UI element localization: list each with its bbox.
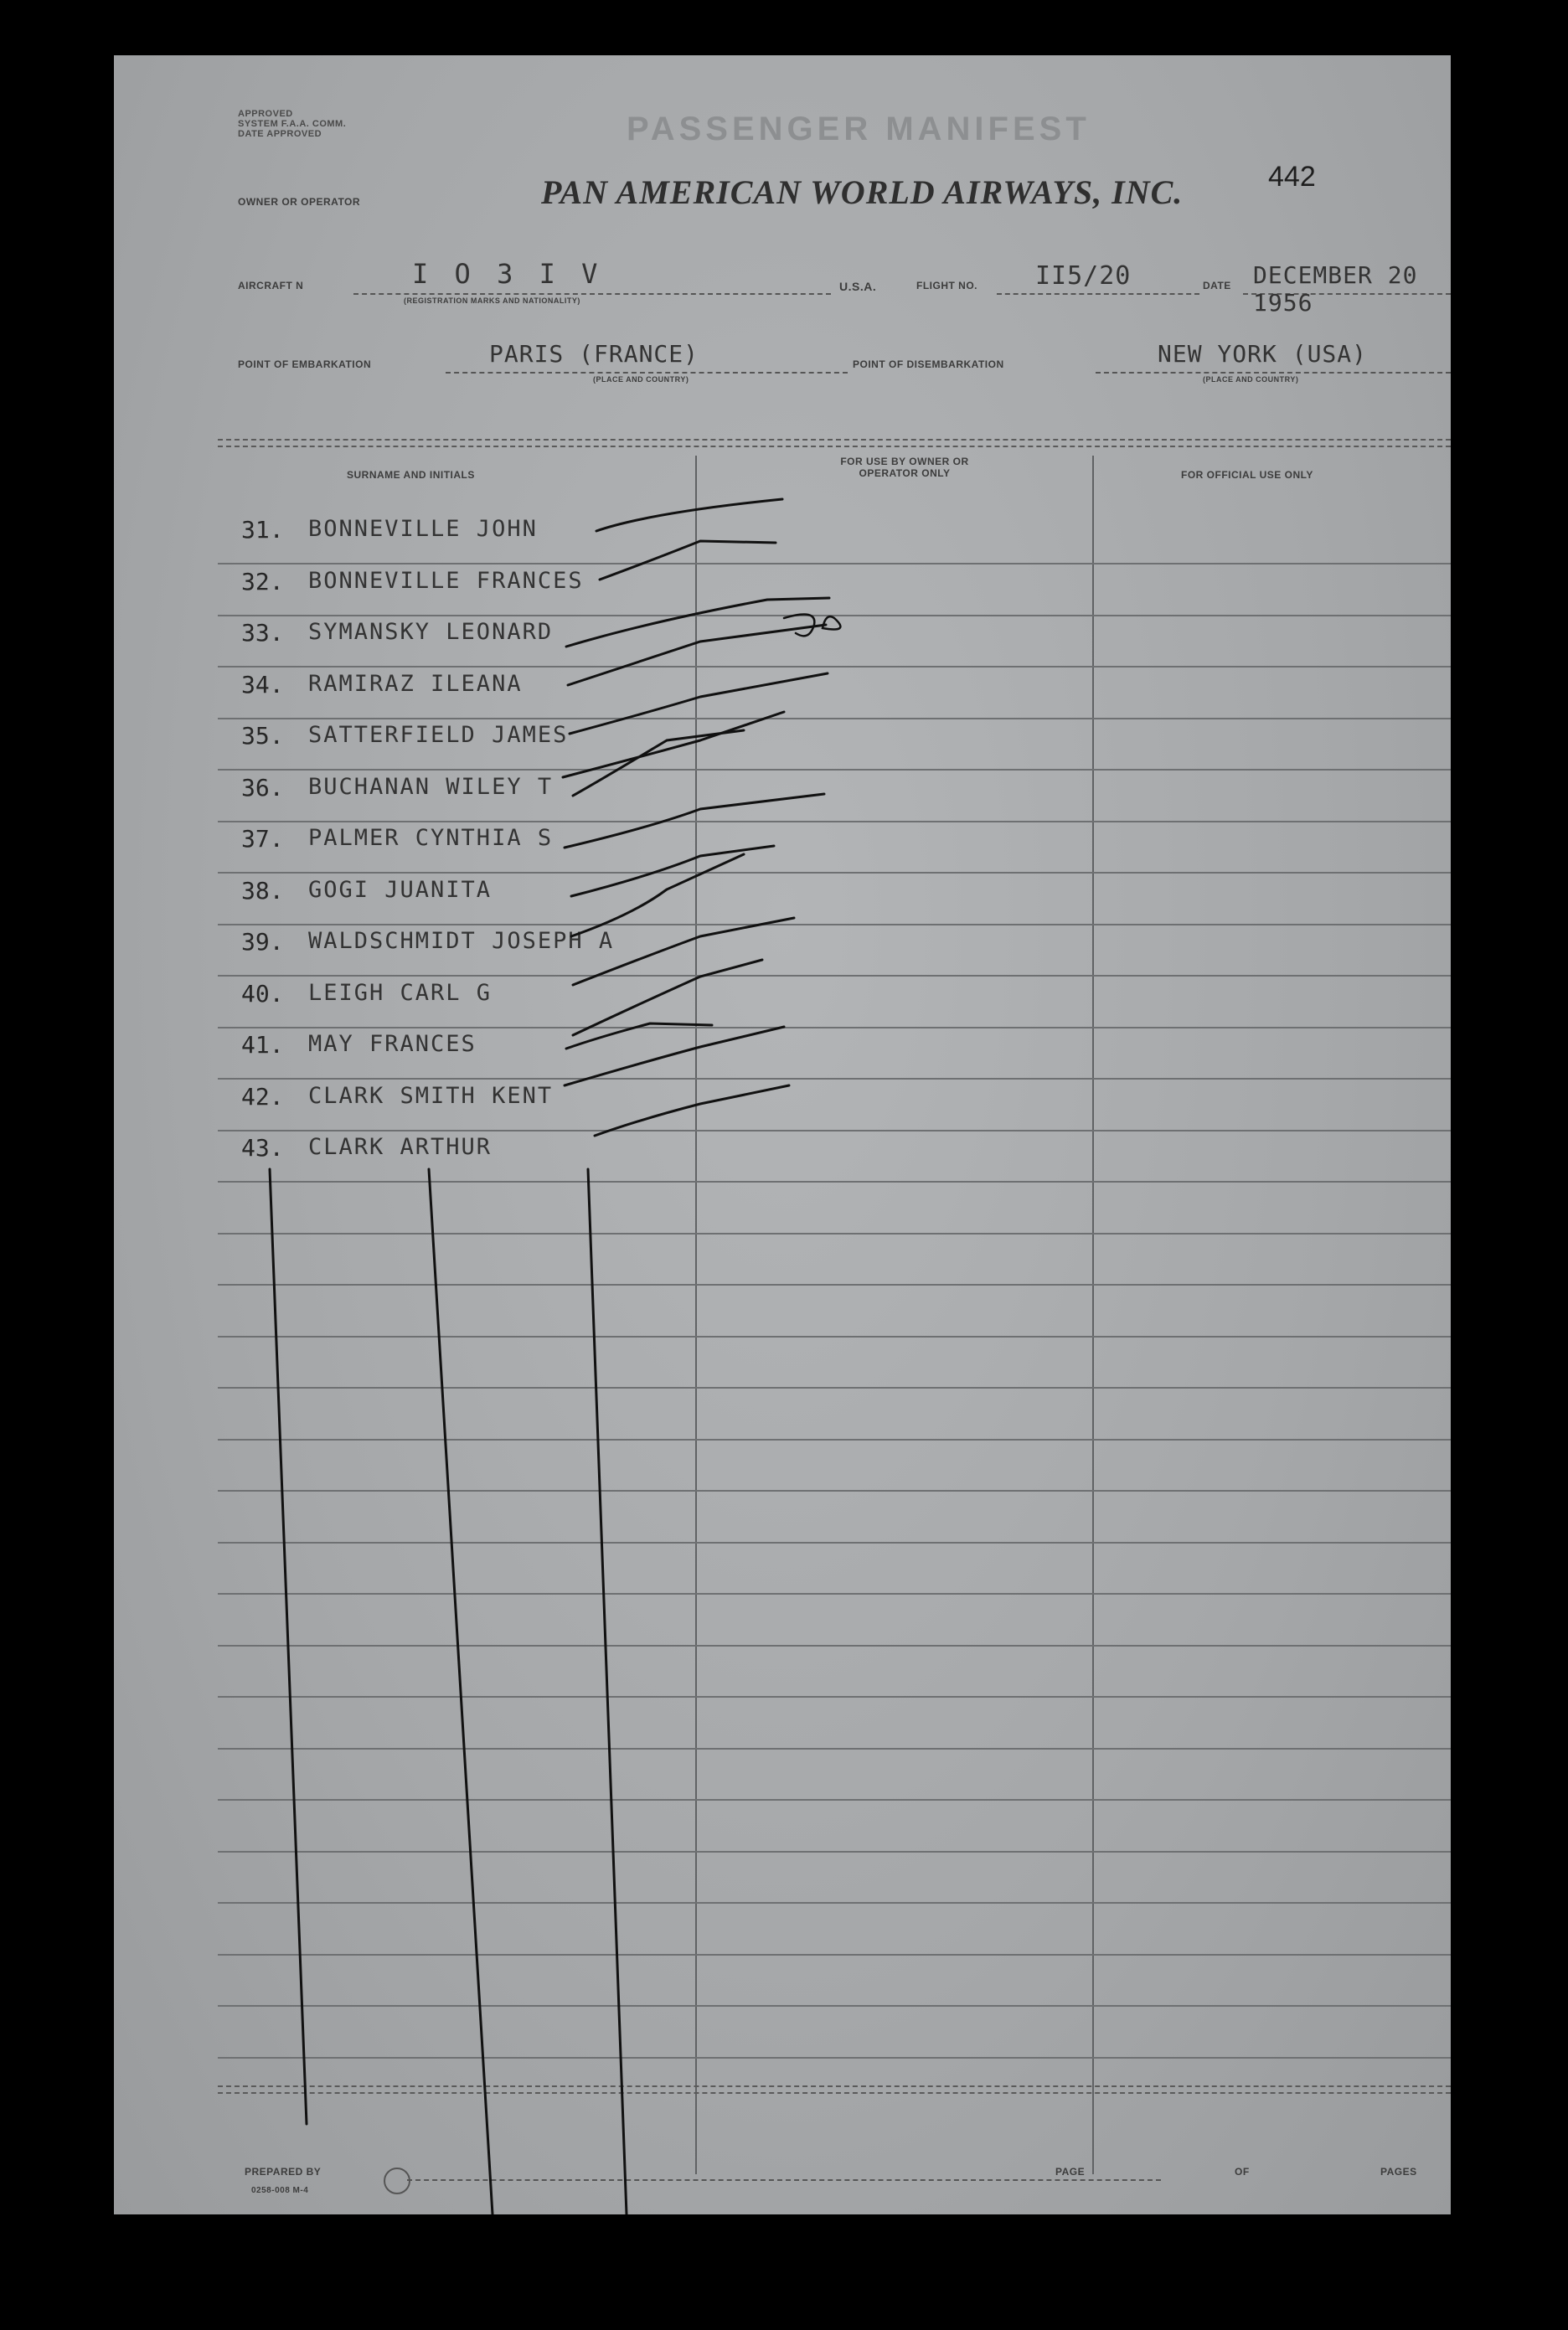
passenger-number: 42. — [241, 1083, 284, 1111]
usa-label: U.S.A. — [839, 280, 877, 293]
column-header-surname: SURNAME AND INITIALS — [347, 469, 475, 481]
page-number: 442 — [1268, 161, 1316, 193]
passenger-number: 37. — [241, 825, 284, 853]
handwritten-correction-33 — [784, 615, 840, 637]
stamp-line-1: APPROVED — [238, 109, 293, 119]
aircraft-caption: (REGISTRATION MARKS AND NATIONALITY) — [404, 296, 580, 305]
handwritten-marks — [114, 55, 1451, 2214]
owner-label: OWNER OR OPERATOR — [238, 196, 361, 208]
manifest-title: PASSENGER MANIFEST — [627, 111, 1091, 147]
passenger-number: 33. — [241, 619, 284, 647]
check-mark-41 — [573, 918, 794, 985]
page-label: PAGE — [1055, 2166, 1086, 2178]
passenger-number: 39. — [241, 928, 284, 956]
prepared-by-label: PREPARED BY — [245, 2166, 322, 2178]
disembarkation-place: NEW YORK (USA) — [1158, 340, 1368, 368]
passenger-number: 32. — [241, 568, 284, 595]
passenger-number: 36. — [241, 774, 284, 802]
aircraft-registration: I O 3 I V — [412, 258, 603, 290]
passenger-name: BONNEVILLE JOHN — [308, 516, 538, 542]
passenger-name: CLARK SMITH KENT — [308, 1083, 554, 1109]
disembarkation-label: POINT OF DISEMBARKATION — [853, 358, 1004, 370]
check-mark-32 — [600, 541, 776, 580]
passenger-number: 41. — [241, 1031, 284, 1059]
embarkation-caption: (PLACE AND COUNTRY) — [593, 375, 689, 384]
embarkation-place: PARIS (FRANCE) — [489, 340, 699, 368]
check-mark-38 — [565, 794, 824, 848]
check-mark-35 — [570, 673, 828, 734]
stamp-line-2: SYSTEM F.A.A. COMM. — [238, 119, 347, 129]
check-mark-45 — [595, 1085, 789, 1136]
disembarkation-caption: (PLACE AND COUNTRY) — [1203, 375, 1299, 384]
passenger-name: WALDSCHMIDT JOSEPH A — [308, 928, 615, 954]
check-mark-37 — [573, 730, 744, 796]
stamp-line-3: DATE APPROVED — [238, 129, 322, 139]
passenger-name: BUCHANAN WILEY T — [308, 774, 554, 800]
passenger-name: SATTERFIELD JAMES — [308, 722, 569, 748]
column-header-official-use: FOR OFFICIAL USE ONLY — [1181, 469, 1313, 481]
flight-label: FLIGHT NO. — [916, 280, 977, 291]
passenger-number: 38. — [241, 877, 284, 905]
passenger-number: 35. — [241, 722, 284, 750]
passenger-name: LEIGH CARL G — [308, 980, 493, 1006]
check-mark-44 — [565, 1027, 784, 1085]
check-mark-33 — [566, 598, 829, 647]
passenger-number: 40. — [241, 980, 284, 1008]
passenger-number: 31. — [241, 516, 284, 544]
of-label: OF — [1235, 2166, 1250, 2178]
embarkation-label: POINT OF EMBARKATION — [238, 358, 372, 370]
check-mark-40 — [571, 854, 744, 936]
pages-label: PAGES — [1380, 2166, 1417, 2178]
ditto-line-3 — [588, 1169, 627, 2214]
airline-name: PAN AMERICAN WORLD AIRWAYS, INC. — [541, 173, 1184, 211]
passenger-number: 34. — [241, 671, 284, 698]
ditto-line-2 — [429, 1169, 493, 2214]
passenger-name: GOGI JUANITA — [308, 877, 493, 903]
passenger-number: 43. — [241, 1134, 284, 1162]
passenger-name: MAY FRANCES — [308, 1031, 477, 1057]
passenger-name: SYMANSKY LEONARD — [308, 619, 554, 645]
passenger-name: CLARK ARTHUR — [308, 1134, 493, 1160]
flight-date: DECEMBER 20 1956 — [1253, 261, 1418, 317]
passenger-name: BONNEVILLE FRANCES — [308, 568, 584, 594]
check-mark-36 — [563, 712, 784, 777]
aircraft-label: AIRCRAFT N — [238, 280, 304, 291]
check-mark-34 — [568, 625, 826, 685]
manifest-sheet — [114, 55, 1451, 2214]
passenger-name: PALMER CYNTHIA S — [308, 825, 554, 851]
date-label: DATE — [1203, 280, 1231, 291]
form-number: 0258-008 M-4 — [251, 2186, 309, 2195]
check-mark-31 — [596, 499, 782, 531]
passenger-name: RAMIRAZ ILEANA — [308, 671, 523, 697]
flight-number: II5/20 — [1035, 261, 1132, 291]
column-header-owner-use: FOR USE BY OWNER OR OPERATOR ONLY — [840, 456, 969, 479]
ditto-line-1 — [270, 1169, 307, 2124]
